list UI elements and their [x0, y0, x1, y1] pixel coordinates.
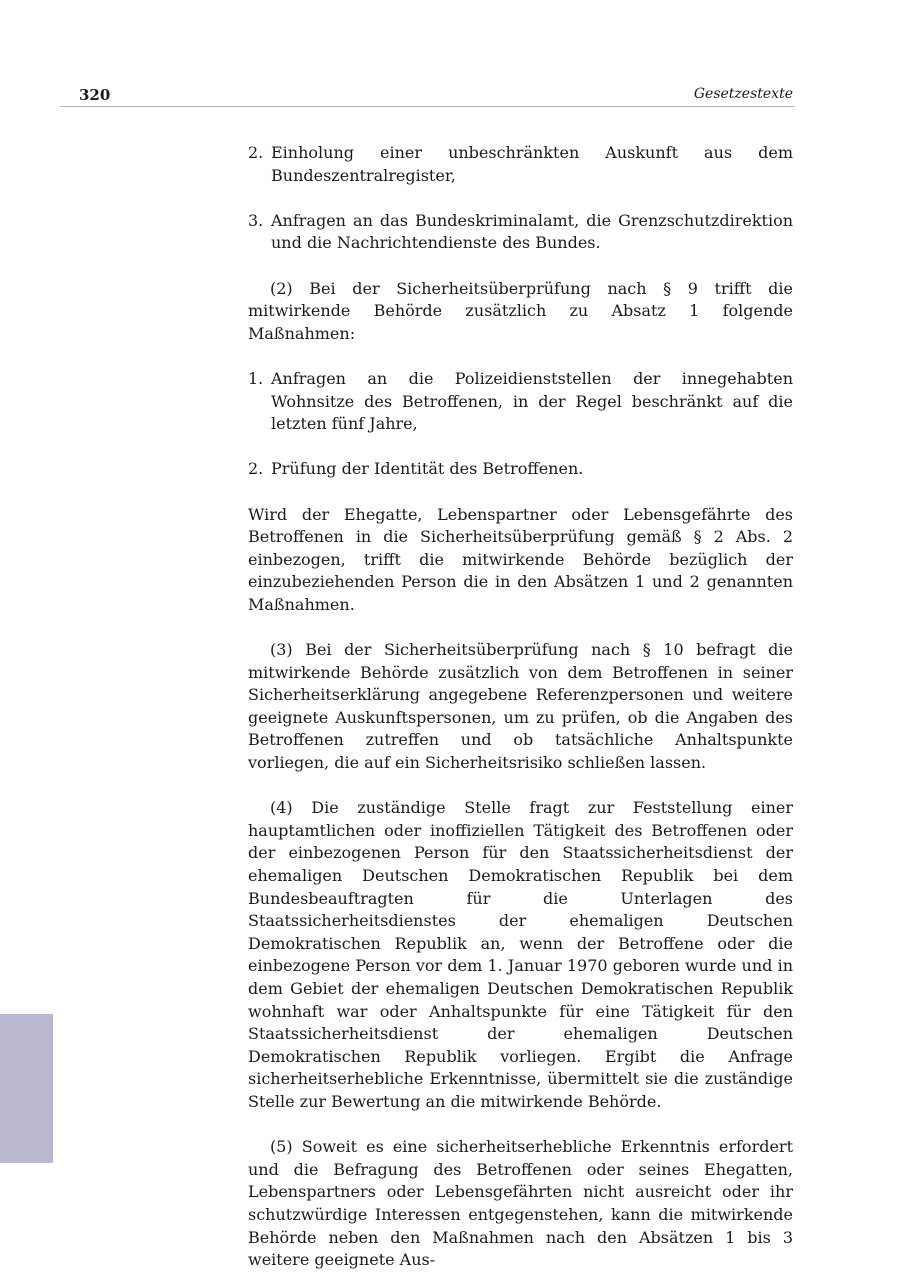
- thumb-index-tab: [0, 1014, 53, 1163]
- list-item-text: Anfragen an die Polizeidienststellen der innegehabten Wohnsitze des Betroffenen, in der Regel beschränkt auf die letzten fünf Jahre,: [271, 368, 793, 434]
- body-text: [248, 142, 793, 1272]
- list-item: [248, 142, 793, 187]
- paragraph-3: (3) Bei der Sicherheitsüberprüfung nach § 10 befragt die mitwirkende Behörde zusätzlich von dem Betroffenen in seiner Sicherheitserklärung angegebene Referenzpersonen und weitere geeignete Auskunftspersonen, um zu prüfen, ob die Angaben des Betroffenen zutreffen und ob tatsächliche Anhaltspunkte vorliegen, die auf ein Sicherheitsrisiko schließen lassen.: [248, 640, 793, 773]
- list-item-text: Prüfung der Identität des Betroffenen.: [271, 459, 584, 479]
- running-head: Gesetzestexte: [693, 86, 793, 102]
- list-item-number: 2.: [248, 459, 264, 479]
- list-item-number: 3.: [248, 210, 264, 230]
- list-item: [248, 368, 793, 436]
- list-item-text: Anfragen an das Bundeskriminalamt, die Grenzschutzdirektion und die Nachrichtendienste des Bundes.: [271, 210, 793, 253]
- list-item-number: 1.: [248, 368, 264, 388]
- paragraph-5: (5) Soweit es eine sicherheitserhebliche Erkenntnis erfordert und die Befragung des Betroffenen oder seines Ehegatten, Lebenspartners oder Lebensgefährten nicht ausreicht oder ihr schutzwürdige Interessen entgegenstehen, kann die mitwirkende Behörde neben den Maßnahmen nach den Absätzen 1 bis 3 weitere geeignete Aus-: [248, 1137, 793, 1270]
- list-item: [248, 458, 793, 481]
- list-item-number: 2.: [248, 143, 264, 162]
- paragraph-spouse: Wird der Ehegatte, Lebenspartner oder Lebensgefährte des Betroffenen in die Sicherheitsüberprüfung gemäß § 2 Abs. 2 einbezogen, trifft die mitwirkende Behörde bezüglich der einzubeziehenden Person die in den Absätzen 1 und 2 genannten Maßnahmen.: [248, 504, 793, 614]
- page-number: 320: [79, 86, 111, 104]
- paragraph-2: (2) Bei der Sicherheitsüberprüfung nach § 9 trifft die mitwirkende Behörde zusätzlich zu Absatz 1 folgende Maßnahmen:: [248, 278, 793, 343]
- page-header: [60, 84, 795, 107]
- paragraph-4: (4) Die zuständige Stelle fragt zur Feststellung einer hauptamtlichen oder inoffiziellen Tätigkeit des Betroffenen oder der einbezogenen Person für den Staatssicherheitsdienst der ehemaligen Deutschen Demokratischen Republik bei dem Bundesbeauftragten für die Unterlagen des Staatssicherheitsdienstes der ehemaligen Deutschen Demokratischen Republik an, wenn der Betroffene oder die einbezogene Person vor dem 1. Januar 1970 geboren wurde und in dem Gebiet der ehemaligen Deutschen Demokratischen Republik wohnhaft war oder Anhaltspunkte für eine Tätigkeit für den Staatssicherheitsdienst der ehemaligen Deutschen Demokratischen Republik vorliegen. Ergibt die Anfrage sicherheitserhebliche Erkenntnisse, übermittelt sie die zuständige Stelle zur Bewertung an die mitwirkende Behörde.: [248, 798, 793, 1111]
- list-item-text: Einholung einer unbeschränkten Auskunft aus dem Bundeszentralregister,: [271, 143, 793, 185]
- list-item: [248, 210, 793, 255]
